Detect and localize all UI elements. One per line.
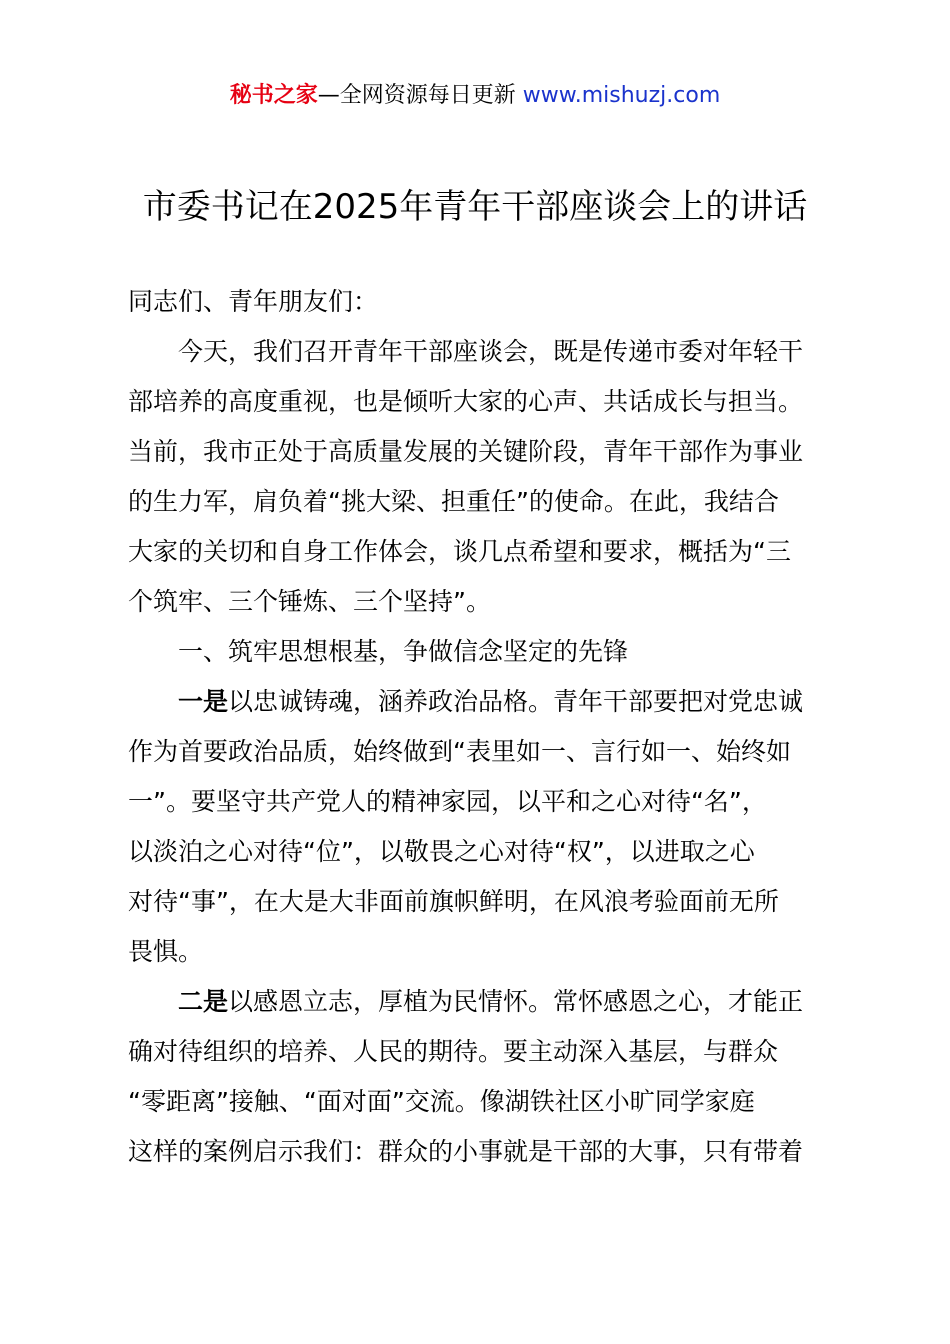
intro-line: 大家的关切和自身工作体会，谈几点希望和要求，概括为“三 bbox=[128, 537, 791, 566]
point-text: 以感恩立志，厚植为民情怀。常怀感恩之心，才能正 bbox=[228, 987, 804, 1016]
intro-line: 个筑牢、三个锤炼、三个坚持”。 bbox=[128, 587, 491, 616]
point-line: 以淡泊之心对待“位”，以敬畏之心对待“权”，以进取之心 bbox=[128, 837, 755, 866]
document-title: 市委书记在2025年青年干部座谈会上的讲话 bbox=[142, 187, 808, 227]
point-line: 确对待组织的培养、人民的期待。要主动深入基层，与群众 bbox=[128, 1037, 779, 1066]
point-line: 这样的案例启示我们：群众的小事就是干部的大事，只有带着 bbox=[128, 1137, 804, 1166]
intro-line: 部培养的高度重视，也是倾听大家的心声、共话成长与担当。 bbox=[128, 387, 804, 416]
point-lead: 一是 bbox=[178, 687, 229, 716]
point-first-line bbox=[128, 677, 832, 727]
point-line: “零距离”接触、“面对面”交流。像湖铁社区小旷同学家庭 bbox=[128, 1087, 755, 1116]
site-name: 秘书之家 bbox=[229, 83, 318, 108]
intro-line: 的生力军，肩负着“挑大梁、担重任”的使命。在此，我结合 bbox=[128, 487, 779, 516]
point-lead: 二是 bbox=[178, 987, 229, 1016]
site-header bbox=[0, 80, 950, 112]
intro-line: 今天，我们召开青年干部座谈会，既是传递市委对年轻干 bbox=[178, 337, 804, 366]
intro-line: 当前，我市正处于高质量发展的关键阶段，青年干部作为事业 bbox=[128, 437, 804, 466]
site-slogan: —全网资源每日更新 bbox=[317, 83, 523, 108]
point-text: 以忠诚铸魂，涵养政治品格。青年干部要把对党忠诚 bbox=[228, 687, 804, 716]
site-url-link[interactable]: www.mishuzj.com bbox=[522, 83, 721, 108]
section-heading: 一、筑牢思想根基，争做信念坚定的先锋 bbox=[178, 637, 629, 666]
point-line: 一”。要坚守共产党人的精神家园，以平和之心对待“名”， bbox=[128, 787, 767, 816]
point-first-line bbox=[128, 977, 832, 1027]
document-body bbox=[128, 277, 832, 1177]
point-line: 畏惧。 bbox=[128, 937, 204, 966]
point-line: 作为首要政治品质，始终做到“表里如一、言行如一、始终如 bbox=[128, 737, 791, 766]
salutation: 同志们、青年朋友们： bbox=[128, 287, 379, 316]
point-line: 对待“事”，在大是大非面前旗帜鲜明，在风浪考验面前无所 bbox=[128, 887, 779, 916]
